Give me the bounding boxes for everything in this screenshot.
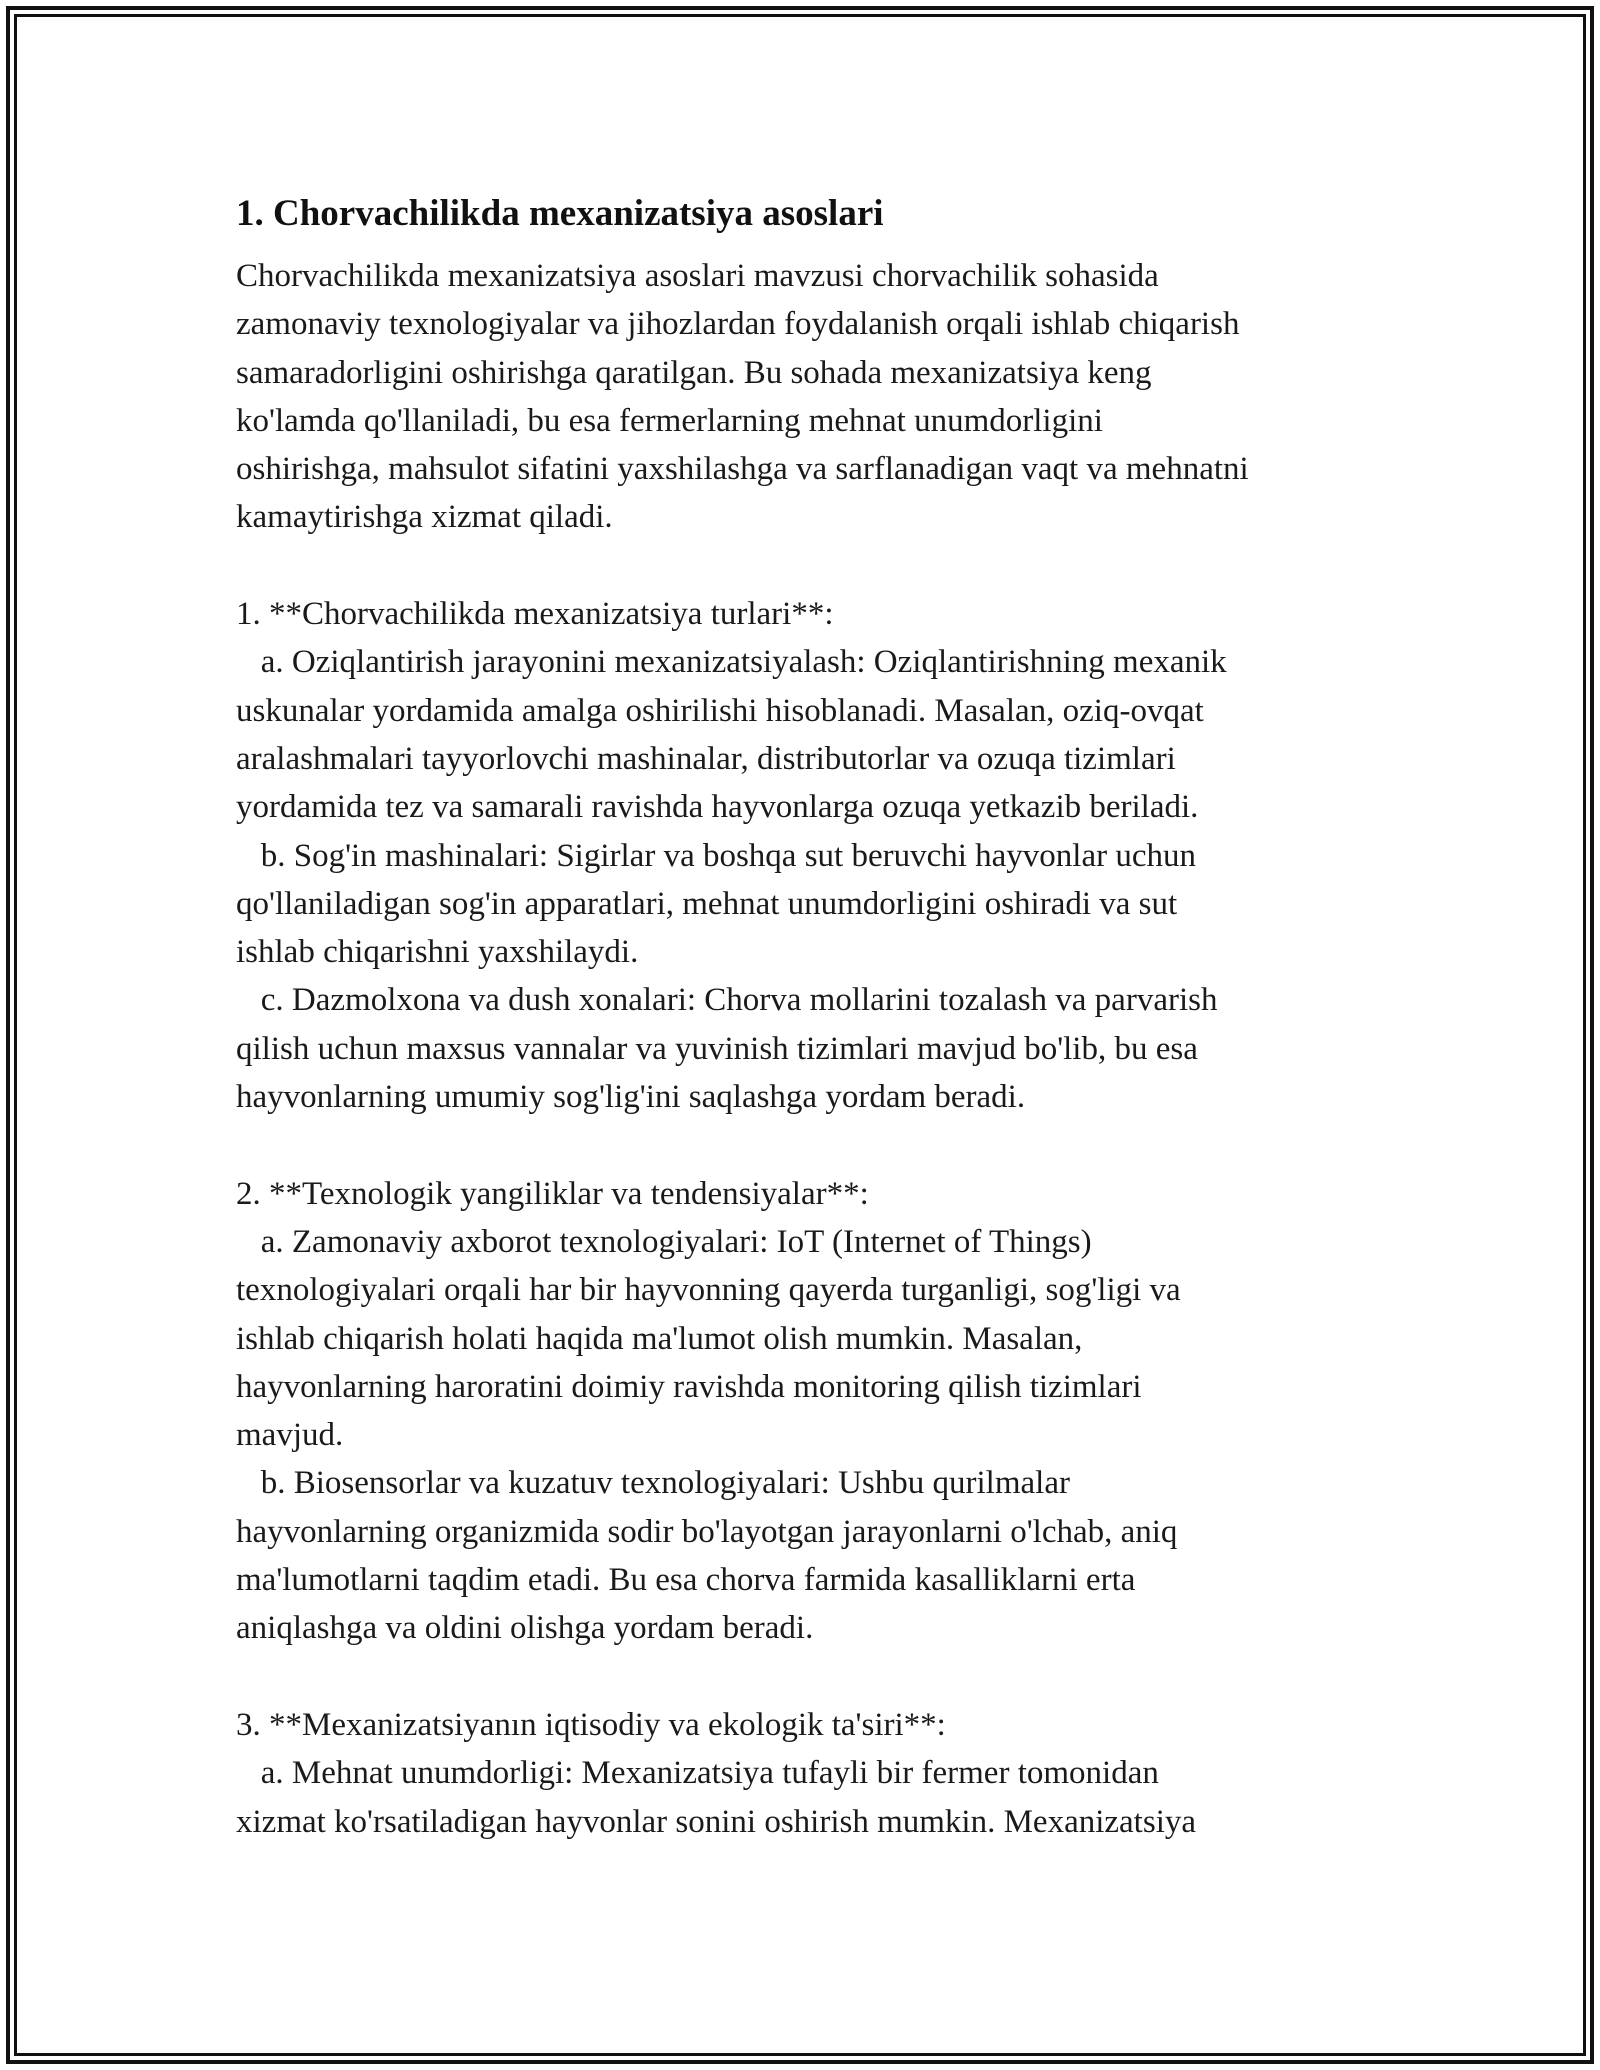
text-line: zamonaviy texnologiyalar va jihozlardan foydalanish orqali ishlab chiqarish (236, 306, 1240, 343)
text-line: qilish uchun maxsus vannalar va yuvinish tizimlari mavjud bo'lib, bu esa (236, 1030, 1198, 1067)
text-line: a. Mehnat unumdorligi: Mexanizatsiya tufayli bir fermer tomonidan (236, 1755, 1159, 1792)
text-line: ma'lumotlarni taqdim etadi. Bu esa chorva farmida kasalliklarni erta (236, 1562, 1136, 1599)
text-line: ishlab chiqarishni yaxshilaydi. (236, 934, 639, 971)
text-line: yordamida tez va samarali ravishda hayvonlarga ozuqa yetkazib beriladi. (236, 789, 1199, 826)
text-line: b. Sog'in mashinalari: Sigirlar va boshqa sut beruvchi hayvonlar uchun (236, 837, 1197, 874)
text-line: oshirishga, mahsulot sifatini yaxshilashga va sarflanadigan vaqt va mehnatni (236, 451, 1249, 488)
section-2 (236, 1170, 1376, 1653)
text-line: Chorvachilikda mexanizatsiya asoslari mavzusi chorvachilik sohasida (236, 258, 1159, 294)
section-heading-line: 1. **Chorvachilikda mexanizatsiya turlari**: (236, 596, 834, 633)
text-line: samaradorligini oshirishga qaratilgan. Bu sohada mexanizatsiya keng (236, 354, 1152, 391)
text-line: hayvonlarning haroratini doimiy ravishda monitoring qilish tizimlari (236, 1368, 1142, 1405)
text-line: b. Biosensorlar va kuzatuv texnologiyalari: Ushbu qurilmalar (236, 1465, 1070, 1502)
text-line: aralashmalari tayyorlovchi mashinalar, distributorlar va ozuqa tizimlari (236, 740, 1176, 777)
text-line: c. Dazmolxona va dush xonalari: Chorva mollarini tozalash va parvarish (236, 982, 1218, 1019)
section-heading-line: 2. **Texnologik yangiliklar va tendensiyalar**: (236, 1175, 869, 1212)
text-line: uskunalar yordamida amalga oshirilishi hisoblanadi. Masalan, oziq-ovqat (236, 692, 1204, 729)
document-body (236, 186, 1376, 1846)
text-line: xizmat ko'rsatiladigan hayvonlar sonini oshirish mumkin. Mexanizatsiya (236, 1803, 1197, 1840)
text-line: mavjud. (236, 1417, 344, 1454)
text-line: a. Oziqlantirish jarayonini mexanizatsiyalash: Oziqlantirishning mexanik (236, 644, 1227, 681)
text-line: ko'lamda qo'llaniladi, bu esa fermerlarning mehnat unumdorligini (236, 402, 1103, 439)
section-3 (236, 1701, 1376, 1846)
document-heading: 1. Chorvachilikda mexanizatsiya asoslari (236, 193, 884, 234)
intro-paragraph (236, 252, 1376, 542)
text-line: qo'llaniladigan sog'in apparatlari, mehnat unumdorligini oshiradi va sut (236, 885, 1178, 922)
text-line: hayvonlarning umumiy sog'lig'ini saqlashga yordam beradi. (236, 1079, 1026, 1116)
section-1 (236, 590, 1376, 1121)
text-line: a. Zamonaviy axborot texnologiyalari: IoT (Internet of Things) (236, 1223, 1092, 1260)
paragraph-spacer (236, 1121, 1376, 1169)
text-line: texnologiyalari orqali har bir hayvonning qayerda turganligi, sog'ligi va (236, 1272, 1181, 1309)
paragraph-spacer (236, 542, 1376, 590)
text-line: hayvonlarning organizmida sodir bo'layotgan jarayonlarni o'lchab, aniq (236, 1513, 1178, 1550)
section-heading-line: 3. **Mexanizatsiyanın iqtisodiy va ekologik ta'siri**: (236, 1706, 946, 1743)
text-line: kamaytirishga xizmat qiladi. (236, 499, 613, 536)
paragraph-spacer (236, 1653, 1376, 1701)
text-line: ishlab chiqarish holati haqida ma'lumot olish mumkin. Masalan, (236, 1320, 1083, 1357)
text-line: aniqlashga va oldini olishga yordam beradi. (236, 1610, 814, 1647)
